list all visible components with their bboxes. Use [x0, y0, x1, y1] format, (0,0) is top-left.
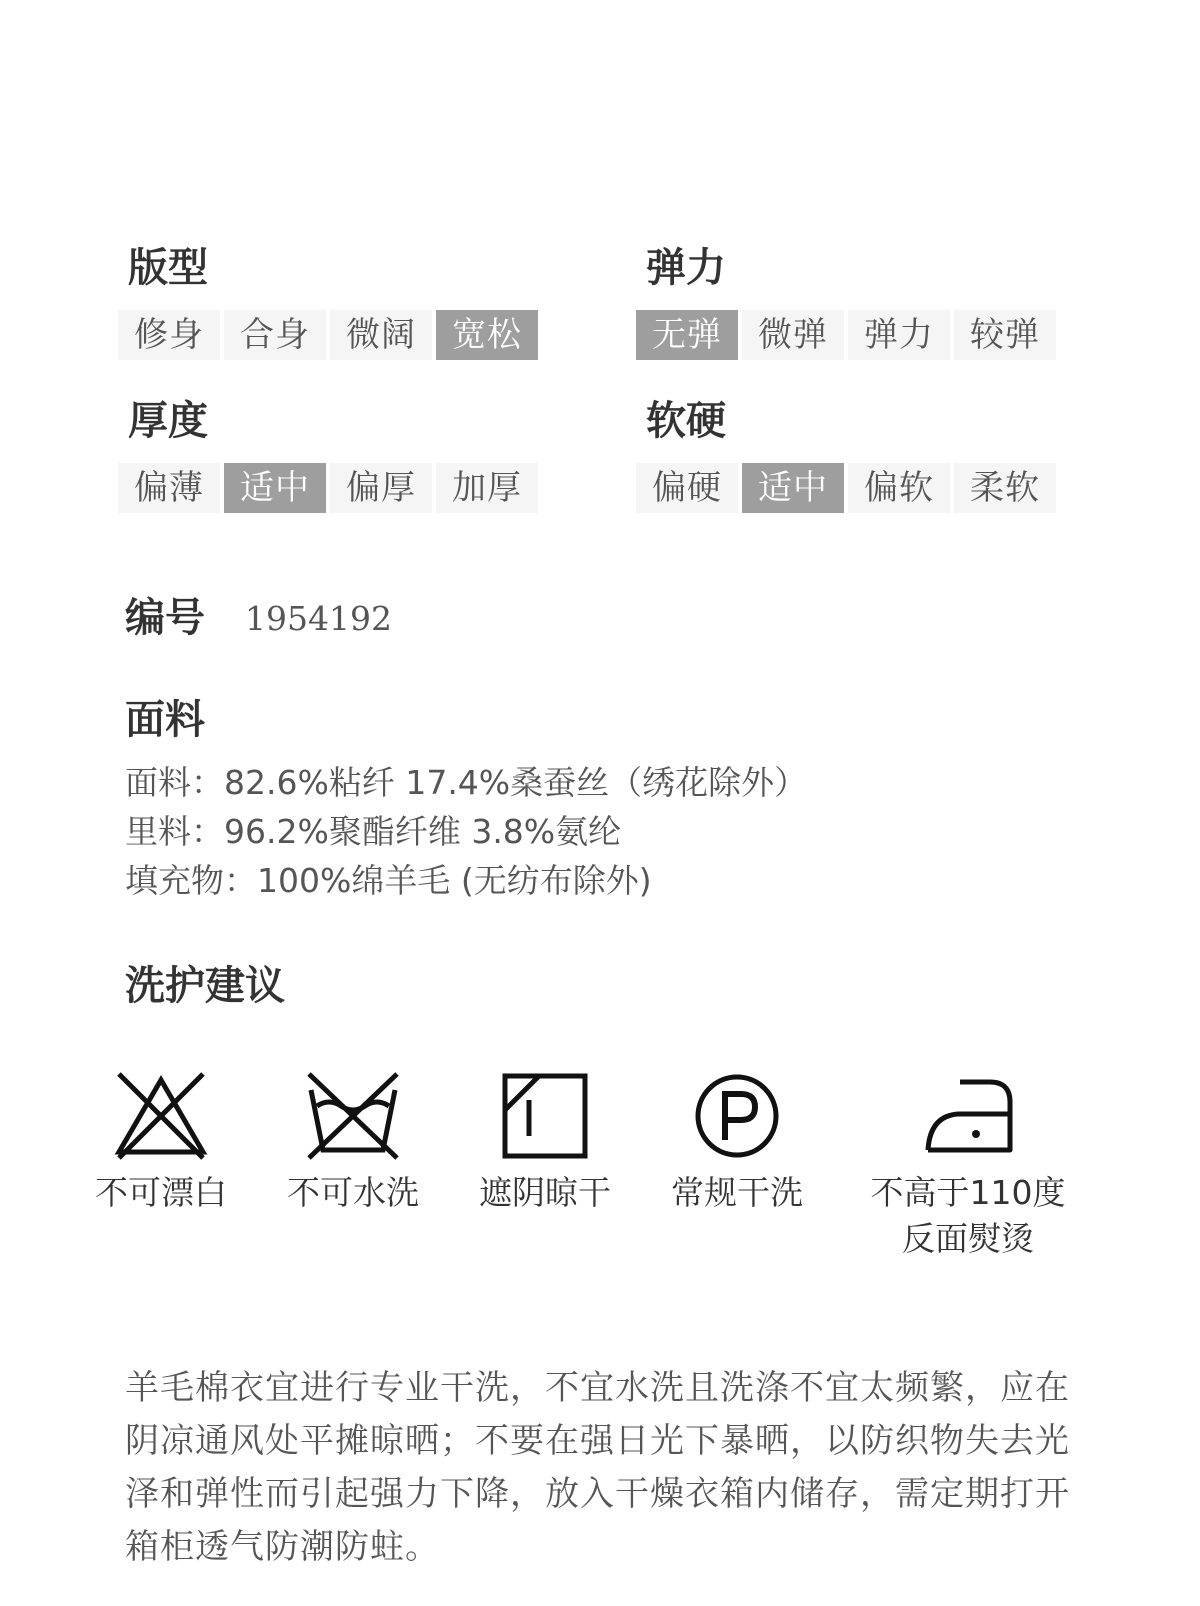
care-label-iron-line2: 反面熨烫: [902, 1219, 1034, 1258]
softness-options: [636, 463, 1056, 513]
thickness-option-extra-thick[interactable]: 加厚: [436, 463, 538, 513]
care-note: 羊毛棉衣宜进行专业干洗，不宜水洗且洗涤不宜太频繁，应在阴凉通风处平摊晾晒；不要在强日光下暴晒，以防织物失去光泽和弹性而引起强力下降，放入干燥衣箱内储存，需定期打开箱柜透气防潮防蛀。: [125, 1368, 1070, 1567]
care-label-dry-clean: 常规干洗: [671, 1173, 803, 1212]
fit-options: [118, 310, 538, 360]
no-bleach-icon: [111, 1070, 211, 1162]
elasticity-options: [636, 310, 1056, 360]
thickness-title: 厚度: [128, 398, 208, 444]
elasticity-option-slight[interactable]: 微弹: [742, 310, 844, 360]
product-code-label: 编号: [125, 595, 205, 641]
elasticity-option-none[interactable]: 无弹: [636, 310, 738, 360]
care-label-no-wash: 不可水洗: [287, 1173, 419, 1212]
iron-low-icon: [918, 1070, 1018, 1162]
fit-option-regular[interactable]: 合身: [224, 310, 326, 360]
care-title: 洗护建议: [125, 963, 285, 1009]
fabric-line-filling: 填充物：100%绵羊毛 (无纺布除外): [125, 861, 652, 900]
care-item-no-bleach: [86, 1070, 236, 1216]
softness-option-soft[interactable]: 偏软: [848, 463, 950, 513]
fabric-line-shell: 面料：82.6%粘纤 17.4%桑蚕丝（绣花除外）: [125, 763, 808, 802]
product-code-value: 1954192: [245, 599, 392, 638]
care-label-no-bleach: 不可漂白: [95, 1173, 227, 1212]
thickness-option-thick[interactable]: 偏厚: [330, 463, 432, 513]
softness-option-medium[interactable]: 适中: [742, 463, 844, 513]
softness-option-firm[interactable]: 偏硬: [636, 463, 738, 513]
elasticity-option-stretch[interactable]: 弹力: [848, 310, 950, 360]
elasticity-title: 弹力: [646, 245, 726, 291]
fit-option-slim[interactable]: 修身: [118, 310, 220, 360]
fabric-line-lining: 里料：96.2%聚酯纤维 3.8%氨纶: [125, 812, 622, 851]
no-wash-icon: [303, 1070, 403, 1162]
elasticity-option-high[interactable]: 较弹: [954, 310, 1056, 360]
softness-title: 软硬: [646, 398, 726, 444]
care-item-dry-clean: [662, 1070, 812, 1216]
fabric-title: 面料: [125, 697, 205, 743]
thickness-option-thin[interactable]: 偏薄: [118, 463, 220, 513]
softness-option-very-soft[interactable]: 柔软: [954, 463, 1056, 513]
thickness-options: [118, 463, 538, 513]
fit-title: 版型: [128, 245, 208, 291]
fit-option-slightly-loose[interactable]: 微阔: [330, 310, 432, 360]
shade-dry-icon: [495, 1070, 595, 1162]
care-item-no-wash: [278, 1070, 428, 1216]
care-item-iron-low: [868, 1070, 1068, 1262]
thickness-option-medium[interactable]: 适中: [224, 463, 326, 513]
care-label-shade-dry: 遮阴晾干: [479, 1173, 611, 1212]
fit-option-loose[interactable]: 宽松: [436, 310, 538, 360]
fabric-composition: [125, 758, 807, 905]
care-item-shade-dry: [470, 1070, 620, 1216]
care-label-iron-line1: 不高于110度: [870, 1173, 1066, 1212]
dry-clean-p-icon: [687, 1070, 787, 1162]
